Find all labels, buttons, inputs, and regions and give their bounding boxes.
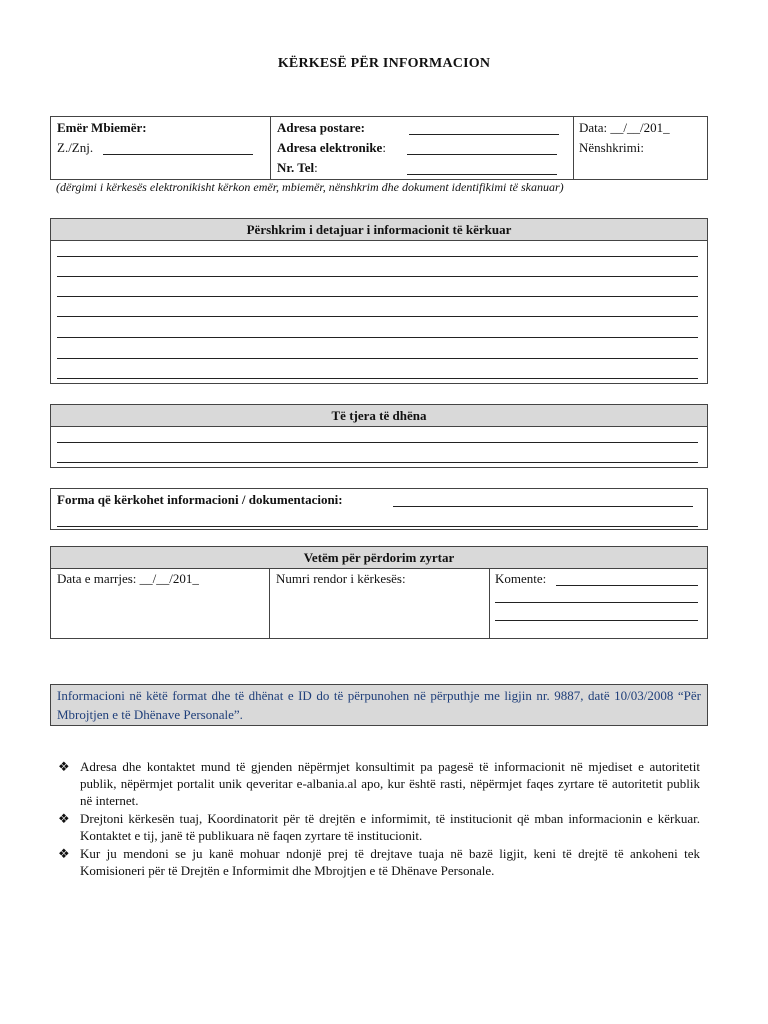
tel-label: Nr. Tel	[277, 160, 315, 175]
list-item	[58, 845, 700, 879]
request-number-label: Numri rendor i kërkesës:	[276, 571, 406, 586]
name-label: Emër Mbiemër:	[57, 120, 147, 135]
official-use-box	[50, 546, 708, 639]
format-label: Forma që kërkohet informacioni / dokumentacioni:	[57, 492, 343, 507]
other-data-box	[50, 404, 708, 468]
list-item-text: Adresa dhe kontaktet mund të gjenden nëpërmjet konsultimit pa pagesë të informacionit në mjediset e autoritetit publik, nëpërmjet portalit unik qeveritar e-albania.al apo, kur është rasti, nëpërmjet faqes zyrtare të autoritetit publik në internet.	[80, 759, 700, 808]
list-item	[58, 810, 700, 844]
format-box	[50, 488, 708, 530]
format-field[interactable]	[393, 506, 693, 507]
postal-address-field[interactable]	[409, 134, 559, 135]
divider	[489, 568, 490, 638]
description-header: Përshkrim i detajuar i informacionit të kërkuar	[51, 219, 707, 241]
list-item-text: Kur ju mendoni se ju kanë mohuar ndonjë prej të drejtave tuaja në bazë ligjit, keni të drejtë të ankoheni tek Komisioneri për të Drejtën e Informimit dhe Mbrojtjen e të Dhënave Personale.	[80, 846, 700, 878]
tel-field[interactable]	[407, 174, 557, 175]
page-title: KËRKESË PËR INFORMACION	[277, 56, 491, 71]
bullet-icon: ❖	[58, 759, 70, 774]
znj-field[interactable]	[103, 154, 253, 155]
electronic-request-note: (dërgimi i kërkesës elektronikisht kërkon emër, mbiemër, nënshkrim dhe dokument identifikimi të skanuar)	[56, 180, 564, 194]
other-data-header: Të tjera të dhëna	[51, 405, 707, 427]
official-use-header: Vetëm për përdorim zyrtar	[51, 547, 707, 569]
comments-field[interactable]	[556, 585, 698, 586]
applicant-box	[50, 116, 708, 180]
format-field-line[interactable]	[57, 526, 698, 527]
received-date-label: Data e marrjes: __/__/201_	[57, 571, 199, 586]
description-line[interactable]	[57, 256, 698, 257]
bullet-icon: ❖	[58, 811, 70, 826]
postal-label: Adresa postare:	[277, 120, 365, 135]
divider	[270, 117, 271, 179]
email-colon: :	[382, 140, 386, 155]
email-label-row	[277, 138, 386, 158]
other-data-line[interactable]	[57, 462, 698, 463]
divider	[269, 568, 270, 638]
email-field[interactable]	[407, 154, 557, 155]
tel-colon: :	[314, 160, 318, 175]
comments-field-line[interactable]	[495, 602, 698, 603]
other-data-line[interactable]	[57, 442, 698, 443]
list-item-text: Drejtoni kërkesën tuaj, Koordinatorit për të drejtën e informimit, të institucionit që mban informacionin e kërkuar. Kontaktet e tij, janë të publikuara në faqen zyrtare të institucionit.	[80, 811, 700, 843]
tel-label-row	[277, 158, 318, 178]
description-line[interactable]	[57, 276, 698, 277]
signature-label: Nënshkrimi:	[579, 140, 644, 155]
description-box	[50, 218, 708, 384]
description-line[interactable]	[57, 296, 698, 297]
date-label: Data: __/__/201_	[579, 120, 670, 135]
description-line[interactable]	[57, 378, 698, 379]
email-label: Adresa elektronike	[277, 140, 383, 155]
znj-label: Z./Znj.	[57, 140, 94, 155]
comments-label: Komente:	[495, 571, 547, 586]
description-line[interactable]	[57, 316, 698, 317]
list-item	[58, 758, 700, 809]
divider	[573, 117, 574, 179]
bullet-icon: ❖	[58, 846, 70, 861]
description-line[interactable]	[57, 337, 698, 338]
data-protection-notice: Informacioni në këtë format dhe të dhënat e ID do të përpunohen në përputhje me ligjin nr. 9887, datë 10/03/2008 “Për Mbrojtjen e të Dhënave Personale”.	[50, 684, 708, 726]
instructions-list	[58, 758, 700, 880]
comments-field-line[interactable]	[495, 620, 698, 621]
description-line[interactable]	[57, 358, 698, 359]
